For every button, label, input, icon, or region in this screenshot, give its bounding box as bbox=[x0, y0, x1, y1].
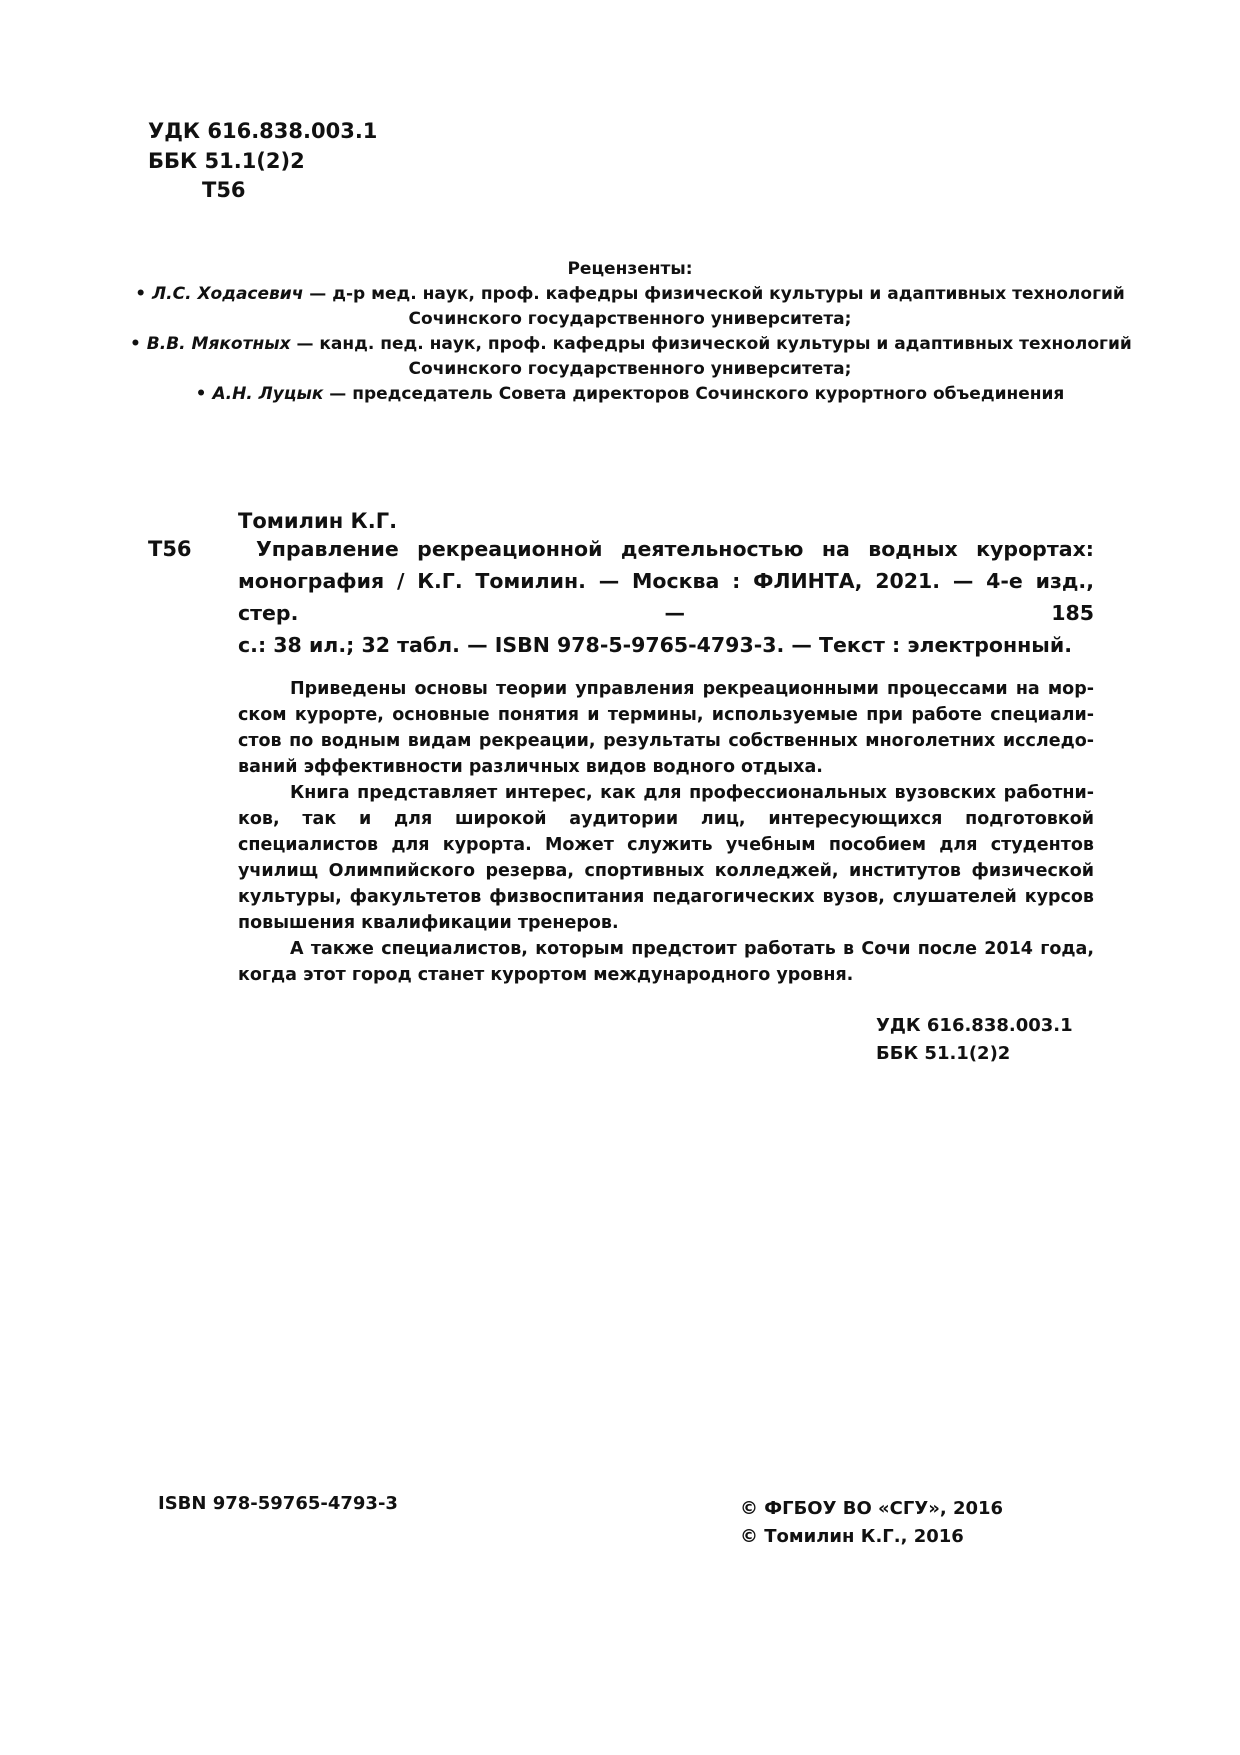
udk-code: УДК 616.838.003.1 bbox=[148, 119, 378, 143]
reviewers-block bbox=[130, 257, 1130, 407]
isbn: ISBN 978-59765-4793-3 bbox=[158, 1493, 398, 1514]
bbk-code-bottom: ББК 51.1(2)2 bbox=[876, 1043, 1011, 1064]
reviewer-3-line1: • А.Н. Луцык — председатель Совета директоров Сочинского курортного объединения bbox=[195, 384, 1065, 404]
reviewer-3-name: А.Н. Луцык bbox=[212, 384, 324, 404]
author-mark: Т56 bbox=[202, 178, 246, 202]
reviewer-1-line2: Сочинского государственного университета; bbox=[408, 309, 852, 329]
copyright-author: © Томилин К.Г., 2016 bbox=[740, 1526, 964, 1547]
abstract-paragraph-1: Приведены основы теории управления рекреационными процессами на морском курорте, основные понятия и термины, используемые при работе специалистов по водным видам рекреации, результаты собственных многолетних исследований эффективности различных видов водного отдыха. bbox=[238, 679, 1094, 777]
bibliography-line-3: с.: 38 ил.; 32 табл. — ISBN 978-5-9765-4793-3. — Текст : электронный. bbox=[238, 633, 1072, 657]
reviewer-2-line1: • В.В. Мякотных — канд. пед. наук, проф. кафедры физической культуры и адаптивных технологий bbox=[130, 334, 1132, 354]
reviewer-1-name: Л.С. Ходасевич bbox=[152, 284, 304, 304]
bbk-code: ББК 51.1(2)2 bbox=[148, 149, 305, 173]
bibliography-mark: Т56 bbox=[148, 537, 192, 561]
abstract-paragraph-3: А также специалистов, которым предстоит работать в Сочи после 2014 года, когда этот город станет курортом международного уровня. bbox=[238, 939, 1094, 985]
reviewer-1-desc: — д-р мед. наук, проф. кафедры физической культуры и адаптивных технологий bbox=[303, 284, 1125, 304]
book-author: Томилин К.Г. bbox=[238, 509, 398, 533]
bibliographic-record bbox=[238, 533, 1094, 661]
bibliography-line-2: монография / К.Г. Томилин. — Москва : ФЛИНТА, 2021. — 4-е изд., стер. — 185 bbox=[238, 569, 1094, 625]
reviewer-2-name: В.В. Мякотных bbox=[146, 334, 291, 354]
abstract-paragraph-2: Книга представляет интерес, как для профессиональных вузовских работников, так и для широкой аудитории лиц, интересующихся подготовкой специалистов для курорта. Может служить учебным пособием для студентов училищ Олимпийского резерва, спортивных колледжей, институтов физической культуры, факультетов физвоспитания педагогических вузов, слушателей курсов повышения квалификации тренеров. bbox=[238, 783, 1094, 933]
reviewer-2-line2: Сочинского государственного университета; bbox=[408, 359, 852, 379]
reviewer-1-line1: • Л.С. Ходасевич — д-р мед. наук, проф. кафедры физической культуры и адаптивных технологий bbox=[135, 284, 1125, 304]
udk-code-bottom: УДК 616.838.003.1 bbox=[876, 1015, 1073, 1036]
copyright-publisher: © ФГБОУ ВО «СГУ», 2016 bbox=[740, 1498, 1004, 1519]
abstract bbox=[238, 676, 1094, 988]
bibliography-line-1: Управление рекреационной деятельностью на водных курортах: bbox=[256, 537, 1094, 561]
reviewer-3-desc: — председатель Совета директоров Сочинского курортного объединения bbox=[323, 384, 1065, 404]
reviewers-heading: Рецензенты: bbox=[567, 259, 693, 279]
reviewer-2-desc: — канд. пед. наук, проф. кафедры физической культуры и адаптивных технологий bbox=[290, 334, 1132, 354]
